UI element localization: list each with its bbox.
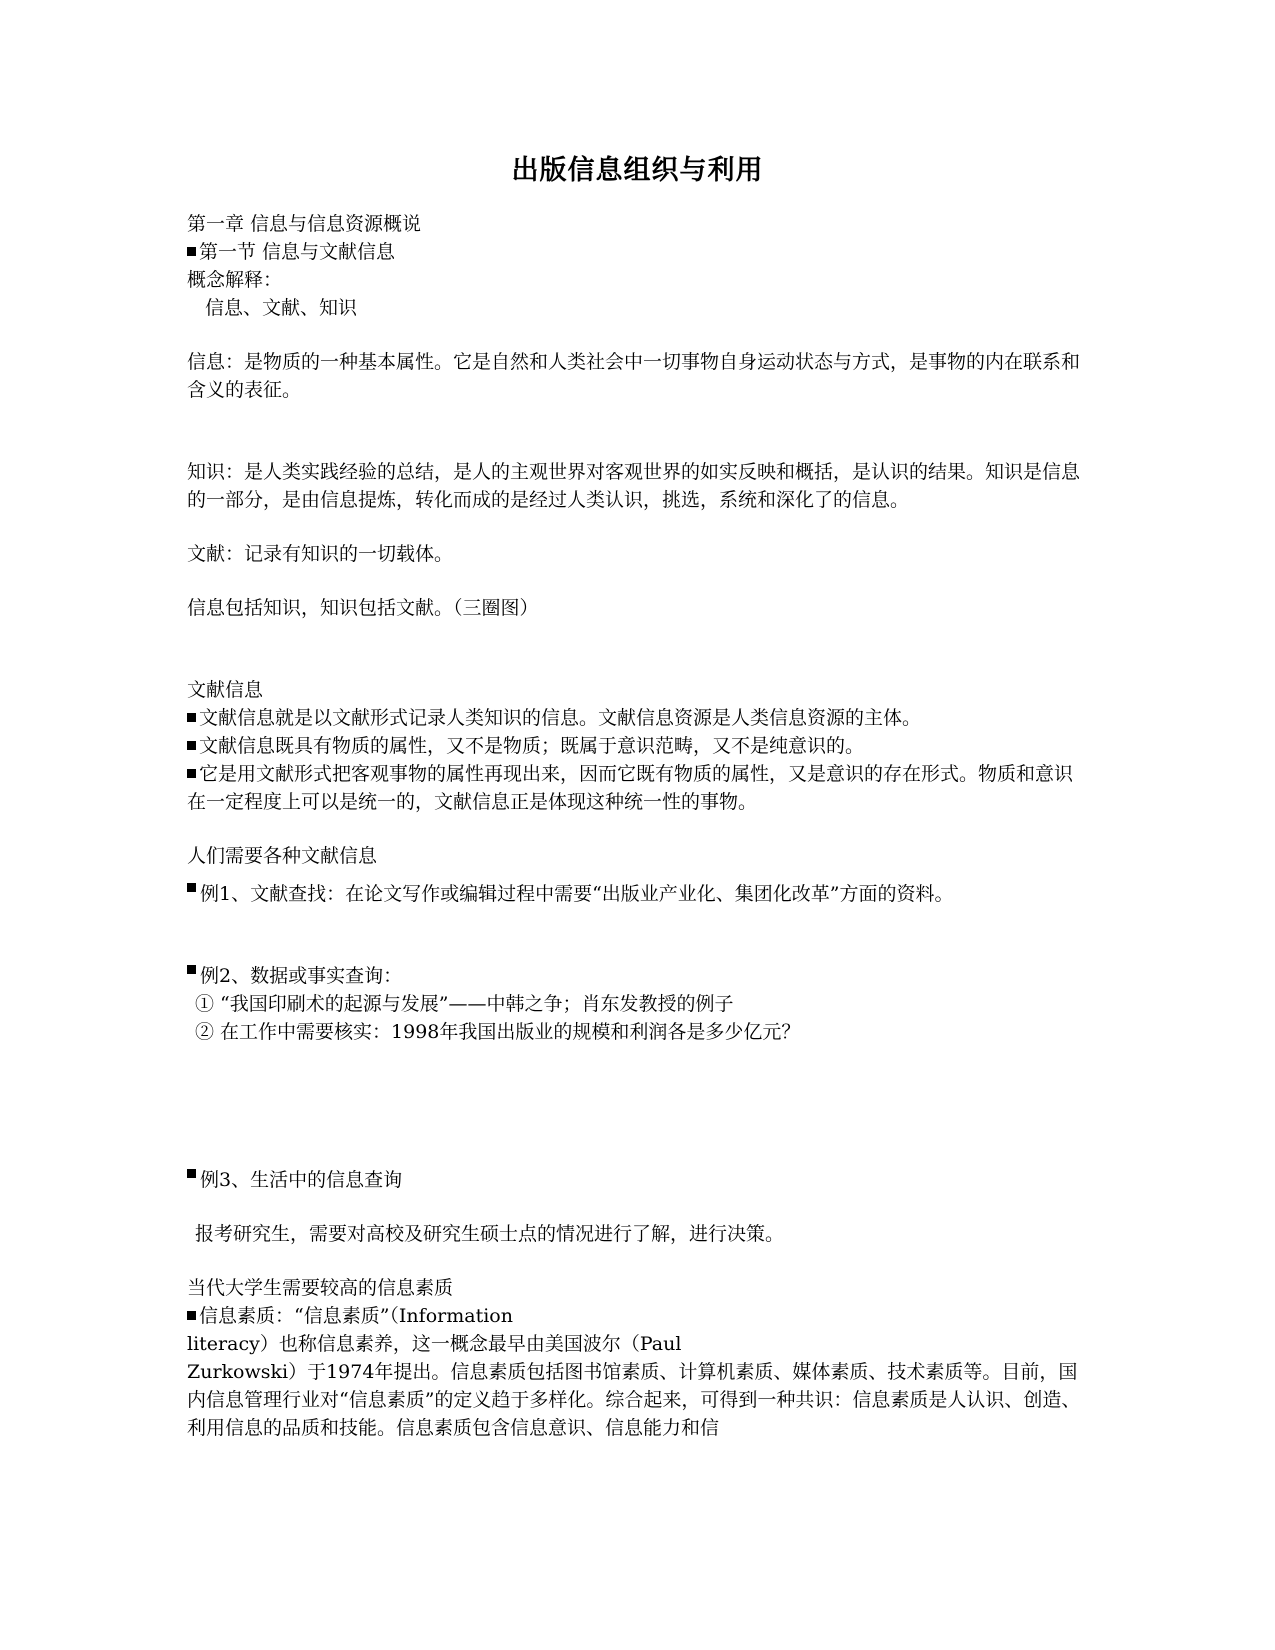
doc-info-point: 它是用文献形式把客观事物的属性再现出来，因而它既有物质的属性，又是意识的存在形式。物质和意识在一定程度上可以是统一的，文献信息正是体现这种统一性的事物。	[187, 763, 1074, 813]
literacy-heading: 当代大学生需要较高的信息素质	[187, 1277, 454, 1299]
chapter-heading: 第一章 信息与信息资源概说	[187, 213, 422, 235]
example-2-item-1: ① “我国印刷术的起源与发展”——中韩之争；肖东发教授的例子	[195, 993, 734, 1015]
literacy-line-3: Zurkowski）于1974年提出。信息素质包括图书馆素质、计算机素质、媒体素质、技术素质等。目前，国内信息管理行业对“信息素质”的定义趋于多样化。综合起来，可得到一种共识：信息素质是人认识、创造、利用信息的品质和技能。信息素质包含信息意识、信息能力和信	[187, 1361, 1081, 1439]
bullet-square-icon	[187, 741, 196, 750]
bullet-square-icon	[187, 883, 196, 892]
spacer	[187, 1248, 1087, 1274]
spacer	[187, 322, 1087, 348]
doc-info-heading: 文献信息	[187, 679, 264, 701]
bullet-square-icon	[187, 965, 196, 974]
example-2-item-2: ② 在工作中需要核实：1998年我国出版业的规模和利润各是多少亿元？	[195, 1021, 801, 1043]
document-title: 出版信息组织与利用	[511, 155, 764, 186]
needs-heading: 人们需要各种文献信息	[187, 845, 378, 867]
bullet-square-icon	[187, 1169, 196, 1178]
bullet-square-icon	[187, 769, 196, 778]
definition-knowledge: 知识：是人类实践经验的总结，是人的主观世界对客观世界的如实反映和概括，是认识的结果。知识是信息的一部分，是由信息提炼，转化而成的是经过人类认识，挑选，系统和深化了的信息。	[187, 461, 1081, 511]
relation-statement: 信息包括知识，知识包括文献。（三圈图）	[187, 597, 539, 619]
document-body	[187, 210, 1087, 1442]
spacer	[187, 568, 1087, 594]
section-heading	[187, 238, 1087, 266]
bullet-square-icon	[187, 1311, 196, 1320]
spacer	[187, 816, 1087, 842]
doc-info-point: 文献信息既具有物质的属性，又不是物质；既属于意识范畴，又不是纯意识的。	[187, 732, 1082, 760]
literacy-line-1: 信息素质：“信息素质”（Information	[187, 1302, 1087, 1330]
example-3-detail: 报考研究生，需要对高校及研究生硕士点的情况进行了解，进行决策。	[195, 1223, 785, 1245]
spacer	[187, 622, 1087, 676]
spacer	[187, 870, 1087, 880]
spacer	[187, 1194, 1087, 1220]
definition-information: 信息：是物质的一种基本属性。它是自然和人类社会中一切事物自身运动状态与方式，是事物的内在联系和含义的表征。	[187, 351, 1081, 401]
definition-document: 文献：记录有知识的一切载体。	[187, 543, 454, 565]
example-2: 例2、数据或事实查询：	[187, 962, 1087, 990]
section-heading-text: 第一节 信息与文献信息	[199, 241, 396, 263]
bullet-square-icon	[187, 713, 196, 722]
doc-info-point: 文献信息就是以文献形式记录人类知识的信息。文献信息资源是人类信息资源的主体。	[187, 704, 1082, 732]
example-3: 例3、生活中的信息查询	[187, 1166, 1087, 1194]
spacer	[187, 1046, 1087, 1166]
bullet-square-icon	[187, 247, 196, 256]
spacer	[187, 404, 1087, 458]
spacer	[187, 908, 1087, 962]
example-1: 例1、文献查找：在论文写作或编辑过程中需要“出版业产业化、集团化改革”方面的资料。	[187, 880, 1087, 908]
concepts-heading: 概念解释：	[187, 269, 283, 291]
concepts-list: 信息、文献、知识	[205, 297, 358, 319]
literacy-line-2: literacy）也称信息素养，这一概念最早由美国波尔（Paul	[187, 1333, 682, 1355]
spacer	[187, 514, 1087, 540]
